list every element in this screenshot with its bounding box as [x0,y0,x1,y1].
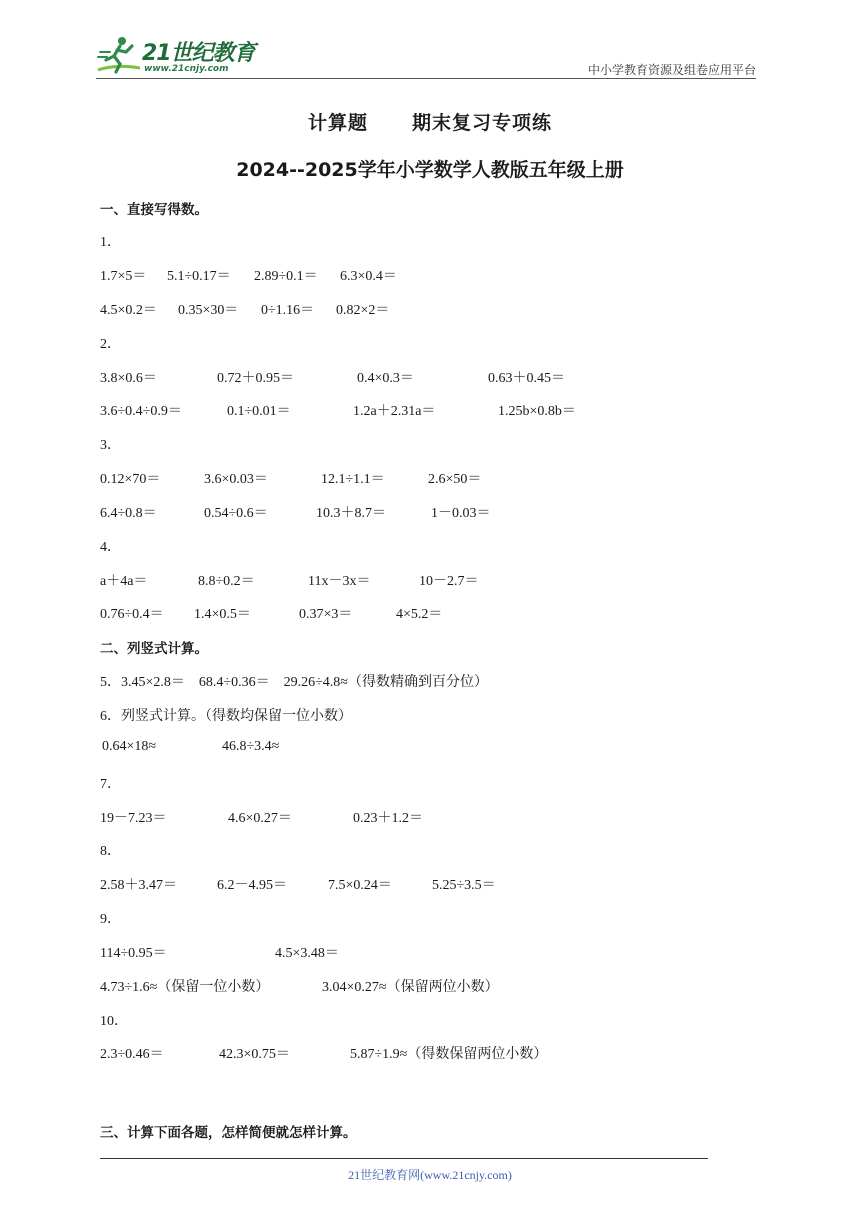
expression: 8.8÷0.2＝ [198,574,255,589]
expression: 7.5×0.24＝ [328,878,392,893]
expression: 3.8×0.6＝ [100,371,157,386]
expression: 3.6×0.03＝ [204,472,268,487]
expression: 0.54÷0.6＝ [204,506,268,521]
expression: 12.1÷1.1＝ [321,472,385,487]
question-number: 3． [100,438,121,453]
expression: 4.5×3.48＝ [275,946,339,961]
expression: 114÷0.95＝ [100,946,167,961]
expression: 6.2－4.95＝ [217,878,287,893]
site-logo[interactable] [96,34,266,78]
expression: 4×5.2＝ [396,607,443,622]
section-heading-2: 二、列竖式计算。 [100,641,208,657]
page-header [96,30,756,78]
expression: 0.76÷0.4＝ [100,607,164,622]
expression: 1.25b×0.8b＝ [498,404,576,419]
expression: 0.12×70＝ [100,472,161,487]
header-tagline: 中小学教育资源及组卷应用平台 [587,63,756,77]
expression: 0.1÷0.01＝ [227,404,291,419]
expression: 6.3×0.4＝ [340,269,397,284]
expression: a＋4a＝ [100,574,148,589]
question-number: 8． [100,844,121,859]
expression: 0.35×30＝ [178,303,239,318]
footer-divider [100,1158,708,1159]
question-number: 4． [100,540,121,555]
expression: 2.3÷0.46＝ [100,1047,164,1062]
expression: 0.63＋0.45＝ [488,371,565,386]
expression: 6.4÷0.8＝ [100,506,157,521]
expression: 3.6÷0.4÷0.9＝ [100,404,182,419]
expression: 1.2a＋2.31a＝ [353,404,436,419]
question-5: 5．3.45×2.8＝ 68.4÷0.36＝ 29.26÷4.8≈（得数精确到百分位） [100,675,488,690]
logo-text: 21世纪教育 [142,41,255,66]
expression: 2.6×50＝ [428,472,482,487]
expression: 0.23＋1.2＝ [353,811,423,826]
expression: 5.1÷0.17＝ [167,269,231,284]
expression: 1.4×0.5＝ [194,607,251,622]
expression: 0.72＋0.95＝ [217,371,294,386]
expression: 2.58＋3.47＝ [100,878,177,893]
expression: 2.89÷0.1＝ [254,269,318,284]
expression: 4.73÷1.6≈（保留一位小数） [100,980,270,995]
expression: 10－2.7＝ [419,574,479,589]
expression: 5.25÷3.5＝ [432,878,496,893]
question-number: 1． [100,235,121,250]
expression: 11x－3x＝ [308,574,371,589]
question-number: 2． [100,337,121,352]
expression: 0.82×2＝ [336,303,390,318]
question-6-instruction: 6．列竖式计算。（得数均保留一位小数） [100,709,352,724]
title-part-2: 期末复习专项练 [412,112,553,134]
header-divider [96,78,756,79]
expression: 0.64×18≈ [102,739,157,754]
section-heading-1: 一、直接写得数。 [100,202,208,218]
expression: 0.4×0.3＝ [357,371,414,386]
logo-url: www.21cnjy.com [144,64,229,74]
page-subtitle: 2024--2025学年小学数学人教版五年级上册 [236,159,624,181]
expression: 0.37×3＝ [299,607,353,622]
page-title [0,108,860,135]
footer-link[interactable]: 21世纪教育网(www.21cnjy.com) [348,1168,512,1182]
expression: 19－7.23＝ [100,811,167,826]
expression: 42.3×0.75＝ [219,1047,290,1062]
expression: 1－0.03＝ [431,506,491,521]
title-part-1: 计算题 [307,112,368,134]
runner-icon [96,34,142,78]
expression: 1.7×5＝ [100,269,147,284]
question-number: 10． [100,1014,128,1029]
expression: 5.87÷1.9≈（得数保留两位小数） [350,1047,548,1062]
question-number: 7． [100,777,121,792]
expression: 4.6×0.27＝ [228,811,292,826]
expression: 4.5×0.2＝ [100,303,157,318]
expression: 3.04×0.27≈（保留两位小数） [322,980,499,995]
question-number: 9． [100,912,121,927]
expression: 10.3＋8.7＝ [316,506,386,521]
section-heading-3: 三、计算下面各题，怎样简便就怎样计算。 [100,1125,357,1141]
expression: 46.8÷3.4≈ [222,739,280,754]
expression: 0÷1.16＝ [261,303,315,318]
